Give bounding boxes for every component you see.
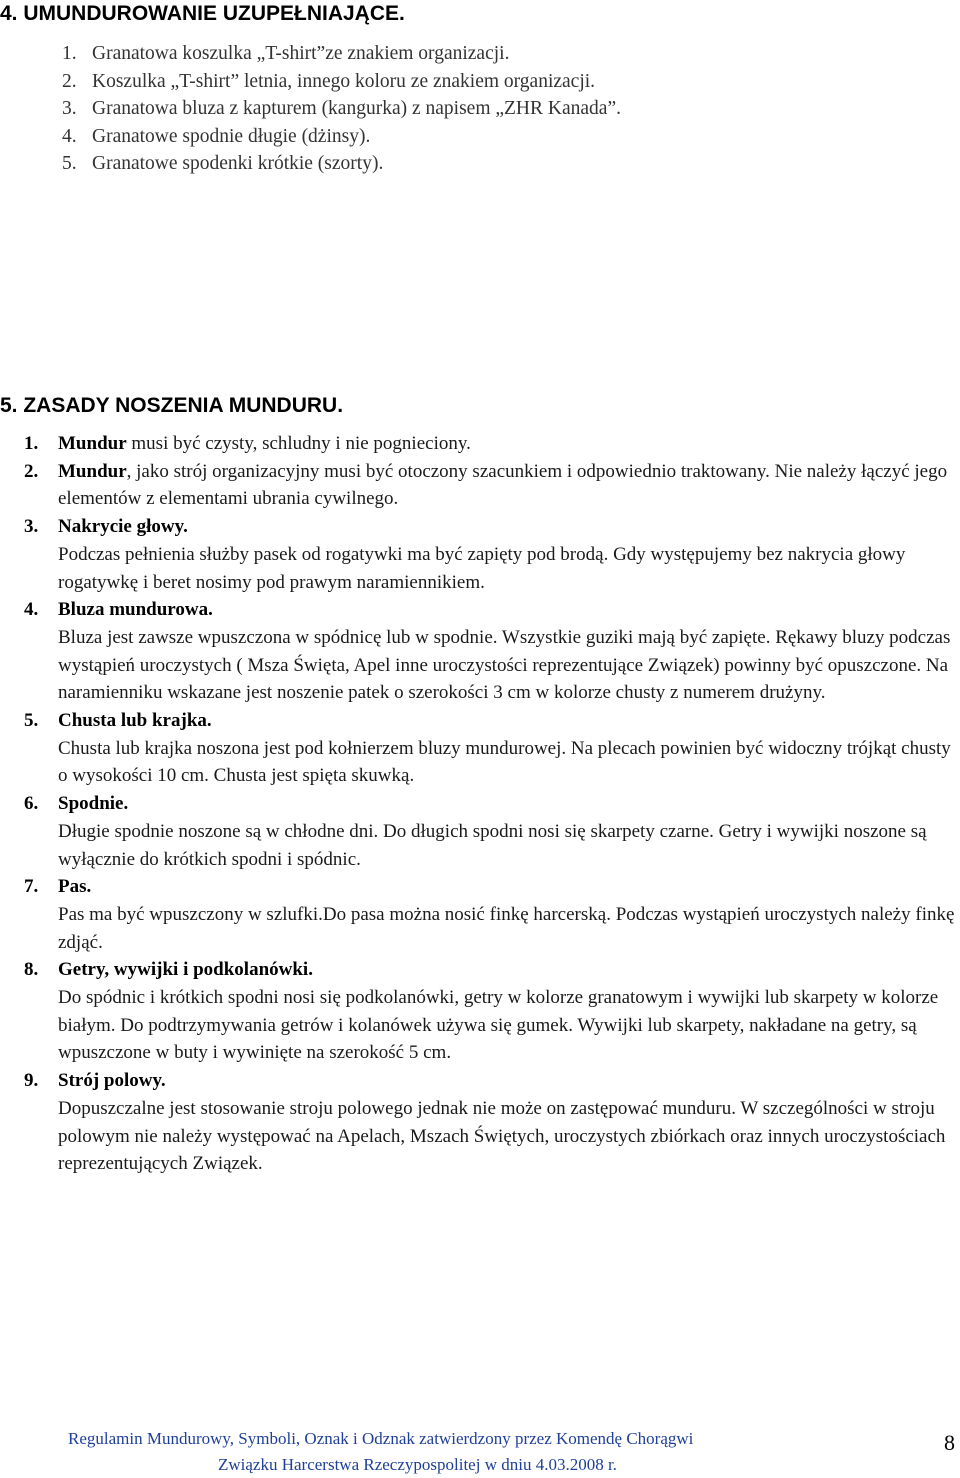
- rule-title: Mundur: [58, 460, 127, 482]
- rule-title: Bluza mundurowa.: [58, 599, 213, 621]
- list-item-text: Granatowe spodnie długie (dżinsy).: [92, 125, 371, 147]
- rule-title: Spodnie.: [58, 793, 129, 815]
- rule-body: Chusta lub krajka noszona jest pod kołnierzem bluzy mundurowej. Na plecach powinien być widoczny trójkąt chusty o wysokości 10 cm. Chusta jest spięta skuwką.: [58, 737, 951, 787]
- rule-number: 4.: [24, 599, 39, 621]
- rule-item: [0, 458, 960, 513]
- rule-inline-text: musi być czysty, schludny i nie pognieciony.: [126, 433, 471, 454]
- rule-title: Chusta lub krajka.: [58, 710, 212, 732]
- rule-body: Dopuszczalne jest stosowanie stroju polowego jednak nie może on zastępować munduru. W szczególności w stroju polowym nie należy występować na Apelach, Mszach Świętych, uroczystych zbiórkach oraz innych uroczystościach reprezentujących Związek.: [58, 1097, 946, 1175]
- rule-body: Długie spodnie noszone są w chłodne dni. Do długich spodni nosi się skarpety czarne. Getry i wywijki noszone są wyłącznie do krótkich spodni i spódnic.: [58, 820, 927, 870]
- rule-number: 5.: [24, 710, 39, 732]
- list-item-number: 1.: [62, 43, 77, 64]
- list-item-number: 2.: [62, 70, 77, 92]
- rule-inline-text: , jako strój organizacyjny musi być otoczony szacunkiem i odpowiednio traktowany. Nie należy łączyć jego elementów z elementami ubrania cywilnego.: [58, 460, 948, 510]
- rule-number: 3.: [24, 516, 39, 538]
- list-item-text: Granatowa bluza z kapturem (kangurka) z napisem „ZHR Kanada”.: [92, 98, 621, 119]
- rule-title: Nakrycie głowy.: [58, 516, 188, 538]
- rule-title: Mundur: [58, 433, 127, 454]
- rule-number: 7.: [24, 876, 39, 898]
- section-5-list: [0, 430, 960, 1178]
- footer-line-1: Regulamin Mundurowy, Symboli, Oznak i Odznak zatwierdzony przez Komendę Chorągwi: [68, 1429, 694, 1448]
- rule-item: [0, 1067, 960, 1178]
- rule-body: Pas ma być wpuszczony w szlufki.Do pasa można nosić finkę harcerską. Podczas wystąpień uroczystych należy finkę zdjąć.: [58, 903, 955, 953]
- list-item-text: Granatowe spodenki krótkie (szorty).: [92, 153, 384, 174]
- list-item-number: 4.: [62, 125, 77, 147]
- rule-item: [0, 873, 960, 956]
- list-item-number: 5.: [62, 153, 77, 174]
- rule-number: 9.: [24, 1070, 39, 1092]
- rule-title: Pas.: [58, 876, 92, 898]
- rule-body: Do spódnic i krótkich spodni nosi się podkolanówki, getry w kolorze granatowym i wywijki lub skarpety w kolorze białym. Do podtrzymywania getrów i kolanówek używa się gumek. Wywijki lub skarpety, nakładane na getry, są wpuszczone w buty i wywinięte na szerokość 5 cm.: [58, 987, 939, 1064]
- rule-number: 6.: [24, 793, 39, 815]
- rule-body: Bluza jest zawsze wpuszczona w spódnicę lub w spodnie. Wszystkie guziki mają być zapięte. Rękawy bluzy podczas wystąpień uroczystych ( Msza Święta, Apel inne uroczystości reprezentujące Związek) powinny być opuszczone. Na naramienniku wskazane jest noszenie patek o szerokości 3 cm w kolorze chusty z numerem drużyny.: [58, 626, 951, 704]
- section-4-heading: 4. UMUNDUROWANIE UZUPEŁNIAJĄCE.: [0, 2, 405, 25]
- rule-body: Podczas pełnienia służby pasek od rogatywki ma być zapięty pod brodą. Gdy występujemy bez nakrycia głowy rogatywkę i beret nosimy pod prawym naramiennikiem.: [58, 543, 906, 593]
- rule-item: [0, 956, 960, 1067]
- section-5-heading: 5. ZASADY NOSZENIA MUNDURU.: [0, 394, 344, 417]
- rule-item: [0, 596, 960, 707]
- list-item-text: Granatowa koszulka „T-shirt”ze znakiem organizacji.: [92, 43, 510, 64]
- rule-item: [0, 430, 960, 458]
- rule-item: [0, 707, 960, 790]
- rule-number: 8.: [24, 959, 39, 981]
- rule-item: [0, 790, 960, 873]
- footer-line-2: Związku Harcerstwa Rzeczypospolitej w dniu 4.03.2008 r.: [218, 1455, 617, 1474]
- page-number: 8: [944, 1430, 955, 1455]
- list-item-text: Koszulka „T-shirt” letnia, innego koloru ze znakiem organizacji.: [92, 70, 596, 92]
- rule-title: Strój polowy.: [58, 1070, 166, 1092]
- rule-title: Getry, wywijki i podkolanówki.: [58, 959, 313, 981]
- rule-number: 2.: [24, 460, 39, 482]
- rule-number: 1.: [24, 433, 39, 454]
- rule-item: [0, 513, 960, 596]
- list-item-number: 3.: [62, 98, 77, 119]
